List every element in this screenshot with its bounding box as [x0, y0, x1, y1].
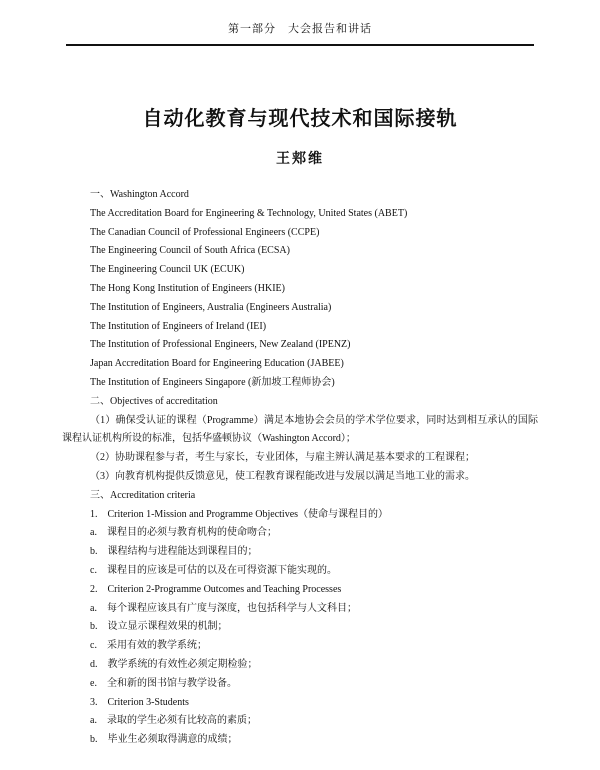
- section-heading: 一、Washington Accord: [90, 189, 189, 200]
- criteria-line: a. 每个课程应该具有广度与深度，也包括科学与人文科目；: [90, 602, 357, 614]
- criteria-line: 1. Criterion 1-Mission and Programme Objectives（使命与课程目的）: [90, 508, 389, 520]
- accord-member: The Institution of Professional Engineers, New Zealand (IPENZ): [90, 339, 351, 351]
- section-heading: 三、Accreditation criteria: [90, 489, 196, 501]
- criteria-line: b. 课程结构与进程能达到课程目的；: [90, 546, 258, 558]
- objective-paragraph: （2）协助课程参与者，考生与家长，专业团体，与雇主辨认满足基本要求的工程课程；: [90, 452, 475, 464]
- criteria-line: c. 采用有效的教学系统；: [90, 640, 207, 652]
- accord-member: The Accreditation Board for Engineering & Technology, United States (ABET): [90, 207, 408, 219]
- criteria-line: b. 设立显示课程效果的机制；: [90, 621, 228, 633]
- criteria-line: c. 课程目的应该是可估的以及在可得资源下能实现的。: [90, 564, 337, 576]
- accord-member: The Hong Kong Institution of Engineers (HKIE): [90, 282, 285, 294]
- article-body: [62, 186, 538, 750]
- objective-paragraph: （1）确保受认证的课程（Programme）满足本地协会会员的学术学位要求，同时达到相互承认的国际课程认证机构所设的标准，包括华盛顿协议（Washington Accord）；: [62, 414, 538, 445]
- accord-member: The Institution of Engineers Singapore (新加坡工程师协会): [90, 376, 335, 388]
- accord-member: The Engineering Council of South Africa (ECSA): [90, 245, 290, 257]
- author-name: 王郏维: [276, 151, 324, 167]
- accord-member: The Canadian Council of Professional Engineers (CCPE): [90, 226, 320, 238]
- criteria-line: e. 全和新的图书馆与教学设备。: [90, 677, 237, 689]
- accord-member: The Institution of Engineers, Australia (Engineers Australia): [90, 301, 332, 313]
- criteria-line: b. 毕业生必须取得满意的成绩；: [90, 734, 238, 746]
- accord-member: The Institution of Engineers of Ireland (IEI): [90, 320, 267, 332]
- running-header: 第一部分 大会报告和讲话: [228, 22, 372, 35]
- accord-member: The Engineering Council UK (ECUK): [90, 264, 245, 276]
- article-title: 自动化教育与现代技术和国际接轨: [142, 106, 458, 130]
- criteria-line: a. 课程目的必须与教育机构的使命吻合；: [90, 527, 277, 539]
- section-heading: 二、Objectives of accreditation: [90, 395, 218, 407]
- objective-paragraph: （3）向教育机构提供反馈意见，使工程教育课程能改进与发展以满足当地工业的需求。: [90, 470, 475, 482]
- criteria-line: 2. Criterion 2-Programme Outcomes and Teaching Processes: [90, 583, 342, 595]
- criteria-line: 3. Criterion 3-Students: [90, 696, 189, 708]
- criteria-line: d. 教学系统的有效性必须定期检验；: [90, 658, 258, 670]
- header-rule: [66, 44, 534, 46]
- accord-member: Japan Accreditation Board for Engineering Education (JABEE): [90, 358, 344, 370]
- criteria-line: a. 录取的学生必须有比较高的素质；: [90, 715, 257, 727]
